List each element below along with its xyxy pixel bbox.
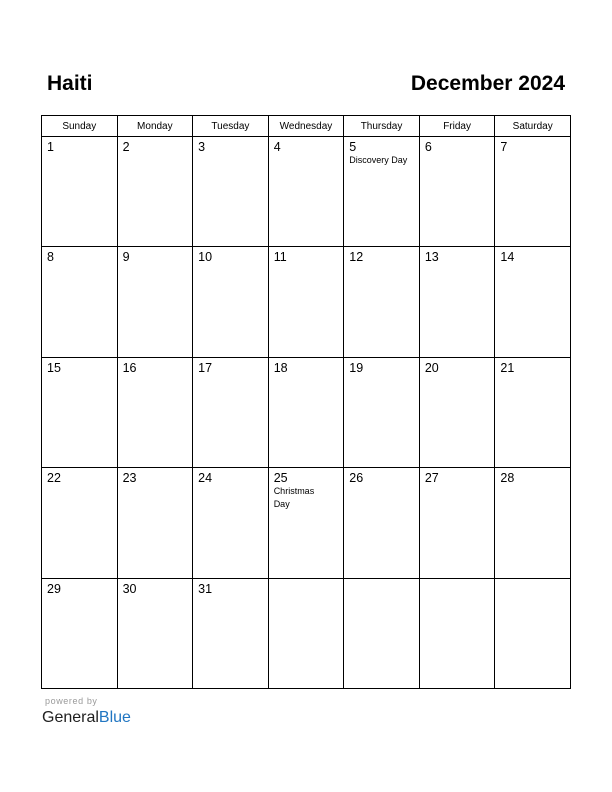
day-number: 11 [273, 250, 287, 265]
day-number: 14 [500, 250, 515, 265]
day-cell [268, 357, 344, 467]
day-number: 23 [122, 471, 137, 486]
day-number: 9 [122, 250, 130, 265]
day-number: 5 [349, 140, 357, 154]
week-row [42, 247, 571, 357]
day-cell [117, 137, 193, 247]
weekday-sunday: Sunday [42, 116, 118, 137]
day-number: 1 [47, 140, 54, 154]
day-number: 21 [500, 360, 515, 375]
day-number: 28 [500, 471, 515, 486]
day-cell [268, 578, 344, 688]
day-cell [268, 137, 344, 247]
week-row [42, 578, 571, 688]
day-cell [42, 247, 118, 357]
day-number: 29 [47, 581, 61, 596]
day-cell [42, 468, 118, 578]
day-number: 3 [198, 140, 206, 154]
day-cell [495, 578, 571, 688]
day-number: 12 [349, 250, 364, 265]
weekday-wednesday: Wednesday [268, 116, 344, 137]
day-cell [419, 468, 495, 578]
day-cell [495, 357, 571, 467]
day-number: 10 [198, 250, 213, 265]
day-cell [117, 357, 193, 467]
generalblue-logo[interactable] [42, 696, 131, 728]
day-number: 7 [500, 140, 508, 154]
weekday-monday: Monday [117, 116, 193, 137]
day-number: 20 [424, 360, 439, 375]
day-cell [344, 357, 420, 467]
day-cell [495, 468, 571, 578]
day-cell [495, 247, 571, 357]
day-cell [419, 357, 495, 467]
day-cell [193, 357, 269, 467]
day-cell [117, 247, 193, 357]
day-number: 19 [349, 360, 364, 375]
day-cell [193, 578, 269, 688]
calendar-month-title: December 2024 [410, 72, 565, 95]
calendar-country-title: Haiti [47, 72, 93, 95]
day-number: 18 [273, 360, 288, 375]
brand-wordmark [42, 708, 131, 728]
day-number: 16 [122, 360, 137, 375]
day-cell [193, 137, 269, 247]
day-number: 6 [424, 140, 432, 154]
day-cell [193, 247, 269, 357]
day-number: 17 [198, 360, 213, 375]
day-number: 30 [122, 581, 137, 596]
brand-wordmark-part2: Blue [98, 709, 131, 726]
weekday-thursday: Thursday [344, 116, 420, 137]
day-number: 22 [47, 471, 61, 486]
day-number: 2 [122, 140, 130, 154]
day-cell [344, 247, 420, 357]
week-row [42, 137, 571, 247]
day-cell [495, 137, 571, 247]
day-cell [42, 137, 118, 247]
day-cell [419, 578, 495, 688]
holiday-label: Discovery Day [349, 155, 408, 165]
day-number: 8 [47, 250, 54, 265]
day-cell [344, 137, 420, 247]
day-cell [344, 468, 420, 578]
day-number: 26 [349, 471, 364, 486]
day-number: 31 [198, 581, 213, 596]
day-cell [42, 578, 118, 688]
day-cell [193, 468, 269, 578]
weekday-header-row [42, 116, 571, 137]
day-cell [117, 468, 193, 578]
holiday-label: Christmas Day [273, 486, 315, 510]
day-cell [419, 137, 495, 247]
day-number: 24 [198, 471, 213, 486]
weekday-tuesday: Tuesday [193, 116, 269, 137]
day-number: 13 [424, 250, 439, 265]
day-number: 27 [424, 471, 439, 486]
day-cell [419, 247, 495, 357]
day-number: 15 [47, 360, 61, 375]
weekday-friday: Friday [419, 116, 495, 137]
week-row [42, 357, 571, 467]
weekday-saturday: Saturday [495, 116, 571, 137]
day-cell [344, 578, 420, 688]
day-cell [268, 247, 344, 357]
day-cell [42, 357, 118, 467]
week-row [42, 468, 571, 578]
powered-by-label: powered by [45, 696, 98, 706]
day-number: 25 [273, 471, 288, 486]
day-number: 4 [273, 140, 281, 154]
calendar-grid [41, 115, 571, 689]
brand-wordmark-part1: General [42, 709, 99, 726]
day-cell [268, 468, 344, 578]
day-cell [117, 578, 193, 688]
